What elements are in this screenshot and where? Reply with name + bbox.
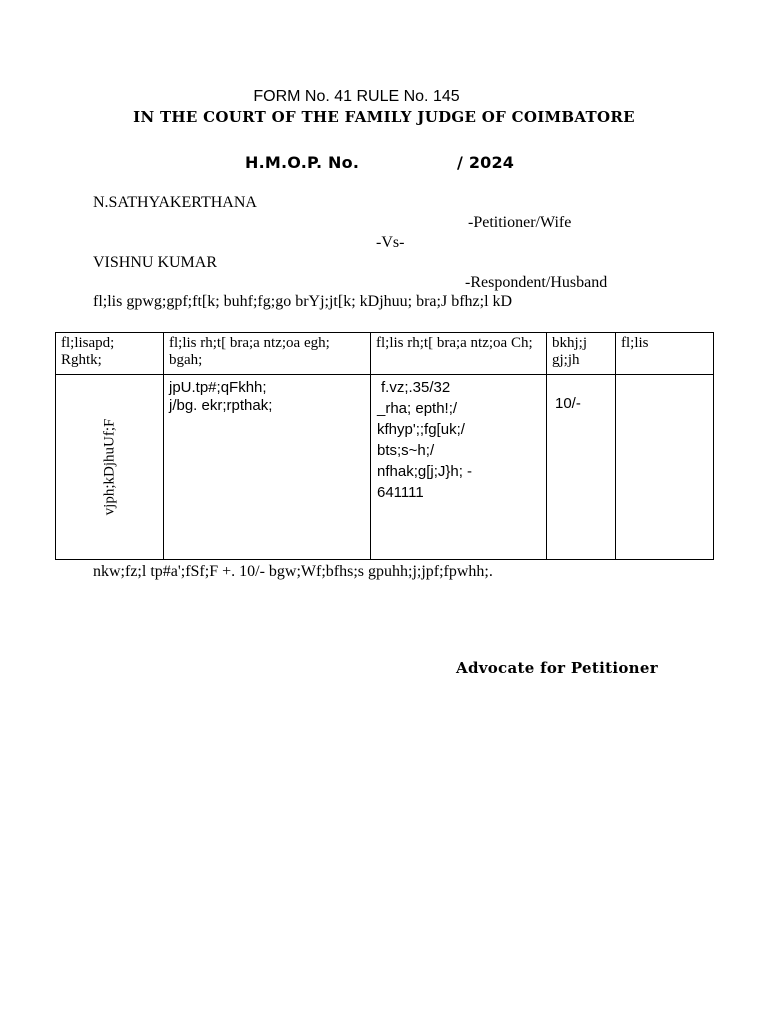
nature-of-process-text: vjph;kDjhuUf;F	[101, 418, 117, 516]
address-line: f.vz;.35/32	[381, 379, 451, 396]
cell-fee	[616, 375, 714, 560]
fee-paid-note: nkw;fz;l tp#a';fSf;F +. 10/- bgw;Wf;bfhs;s gpuhh;j;jpf;fpwhh;.	[93, 563, 493, 580]
table-header-row	[56, 333, 714, 375]
header-address: fl;lis rh;t[ bra;a ntz;oa Ch;	[371, 333, 547, 375]
amount-value: 10/-	[555, 395, 581, 412]
case-number-label: H.M.O.P. No.	[245, 153, 360, 172]
respondent-role: -Respondent/Husband	[465, 274, 608, 291]
petition-subject: fl;lis gpwg;gpf;ft[k; buhf;fg;go brYj;jt[k; kDjhuu; bra;J bfhz;l kD	[93, 293, 513, 310]
versus-label: -Vs-	[376, 234, 405, 251]
cell-person	[164, 375, 371, 560]
court-title: IN THE COURT OF THE FAMILY JUDGE OF COIMBATORE	[133, 108, 635, 126]
header-person-name: fl;lis rh;t[ bra;a ntz;oa egh; bgah;	[164, 333, 371, 375]
cell-address	[371, 375, 547, 560]
header-fee: fl;lis	[616, 333, 714, 375]
address-line: kfhyp';;fg[uk;/	[377, 421, 465, 438]
header-total-amount: bkhj;j gj;jh	[547, 333, 616, 375]
address-line: 641111	[377, 484, 424, 501]
cell-nature	[56, 375, 164, 560]
address-line: bts;s~h;/	[377, 442, 435, 459]
petitioner-role: -Petitioner/Wife	[468, 214, 572, 231]
petitioner-name: N.SATHYAKERTHANA	[93, 194, 257, 211]
header-nature-of-process: fl;lisapd; Rghtk;	[56, 333, 164, 375]
form-rule-heading: FORM No. 41 RULE No. 145	[253, 88, 460, 105]
respondent-name: VISHNU KUMAR	[93, 254, 218, 271]
table-row	[56, 375, 714, 560]
person-name-line: jpU.tp#;qFkhh;	[169, 379, 267, 396]
advocate-signature: Advocate for Petitioner	[456, 659, 658, 677]
case-year: / 2024	[457, 153, 515, 172]
address-line: _rha; epth!;/	[377, 400, 458, 417]
person-relation-line: j/bg. ekr;rpthak;	[169, 397, 273, 414]
process-fee-table	[55, 332, 714, 560]
cell-amount	[547, 375, 616, 560]
address-line: nfhak;g[j;J}h; -	[377, 463, 473, 480]
